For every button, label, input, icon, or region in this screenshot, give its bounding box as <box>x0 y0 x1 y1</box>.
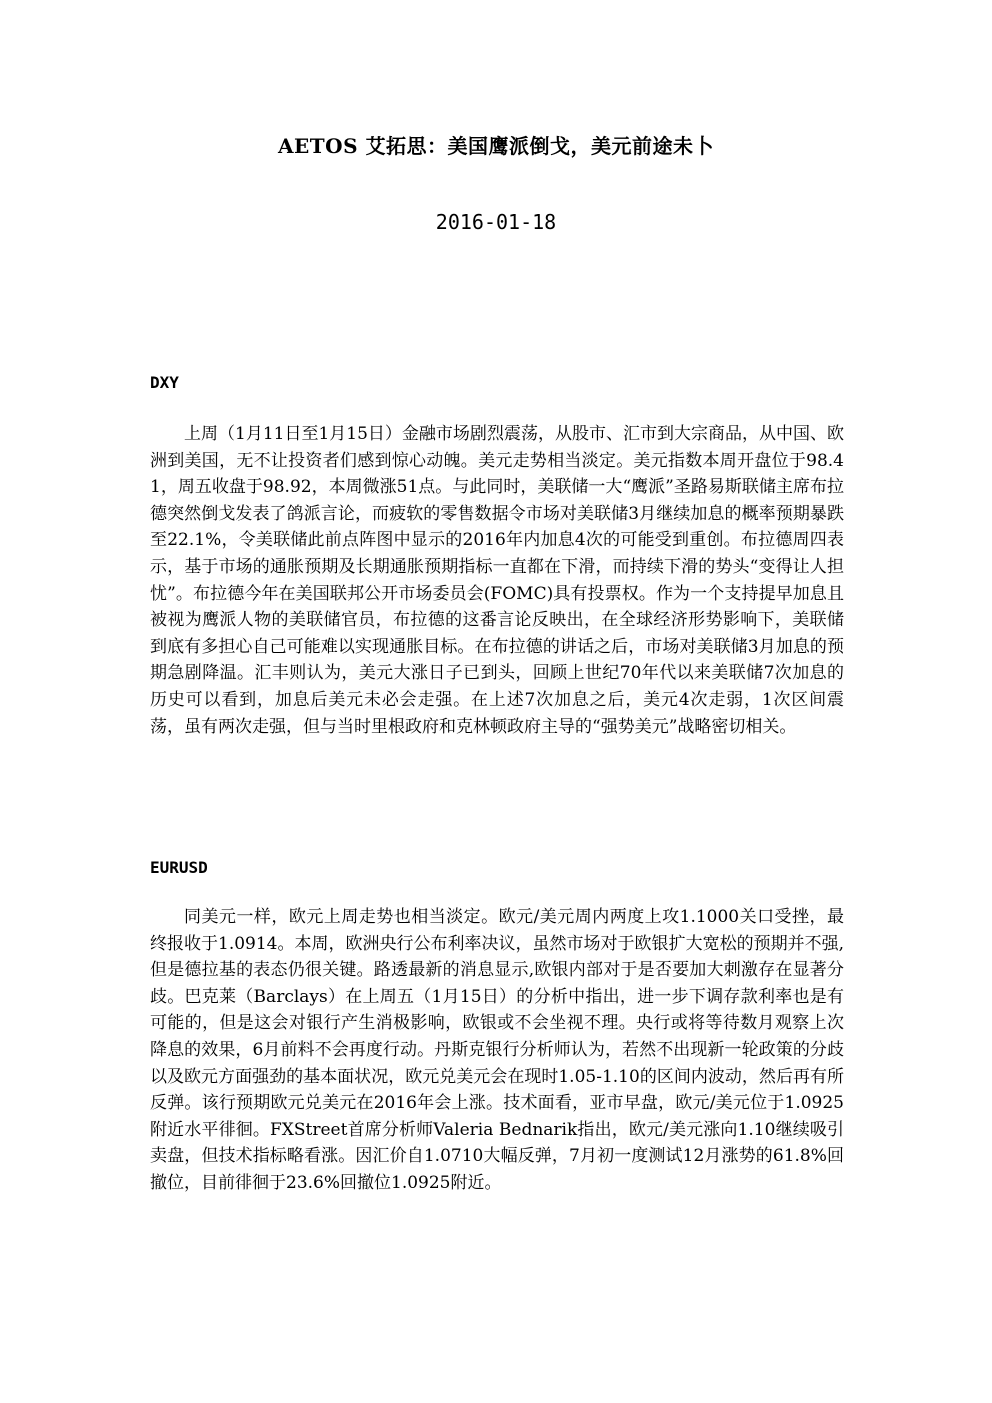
section-body-dxy: 上周（1月11日至1月15日）金融市场剧烈震荡，从股市、汇市到大宗商品，从中国、欧洲到美国，无不让投资者们感到惊心动魄。美元走势相当淡定。美元指数本周开盘位于98.41，周五收盘于98.92，本周微涨51点。与此同时，美联储一大“鹰派”圣路易斯联储主席布拉德突然倒戈发表了鸽派言论，而疲软的零售数据令市场对美联储3月继续加息的概率预期暴跌至22.1%，令美联储此前点阵图中显示的2016年内加息4次的可能受到重创。布拉德周四表示，基于市场的通胀预期及长期通胀预期指标一直都在下滑，而持续下滑的势头“变得让人担忧”。布拉德今年在美国联邦公开市场委员会(FOMC)具有投票权。作为一个支持提早加息且被视为鹰派人物的美联储官员，布拉德的这番言论反映出，在全球经济形势影响下，美联储到底有多担心自己可能难以实现通胀目标。在布拉德的讲话之后，市场对美联储3月加息的预期急剧降温。汇丰则认为，美元大涨日子已到头，回顾上世纪70年代以来美联储7次加息的历史可以看到，加息后美元未必会走强。在上述7次加息之后，美元4次走弱，1次区间震荡，虽有两次走强，但与当时里根政府和克林顿政府主导的“强势美元”战略密切相关。 <box>150 424 844 737</box>
section-body-eurusd: 同美元一样，欧元上周走势也相当淡定。欧元/美元周内两度上攻1.1000关口受挫，最终报收于1.0914。本周，欧洲央行公布利率决议，虽然市场对于欧银扩大宽松的预期并不强,但是德拉基的表态仍很关键。路透最新的消息显示,欧银内部对于是否要加大刺激存在显著分歧。巴克莱（Barclays）在上周五（1月15日）的分析中指出，进一步下调存款利率也是有可能的，但是这会对银行产生消极影响，欧银或不会坐视不理。央行或将等待数月观察上次降息的效果，6月前料不会再度行动。丹斯克银行分析师认为，若然不出现新一轮政策的分歧以及欧元方面强劲的基本面状况，欧元兑美元会在现时1.05-1.10的区间内波动，然后再有所反弹。该行预期欧元兑美元在2016年会上涨。技术面看，亚市早盘，欧元/美元位于1.0925附近水平徘徊。FXStreet首席分析师Valeria Bednarik指出，欧元/美元涨向1.10继续吸引卖盘，但技术指标略看涨。因汇价自1.0710大幅反弹，7月初一度测试12月涨势的61.8%回撤位，目前徘徊于23.6%回撤位1.0925附近。 <box>150 907 844 1193</box>
section-heading-dxy: DXY <box>150 373 179 392</box>
document-date: 2016-01-18 <box>435 210 557 234</box>
document-title: AETOS 艾拓思：美国鹰派倒戈，美元前途未卜 <box>278 134 714 158</box>
section-heading-eurusd: EURUSD <box>150 858 208 877</box>
